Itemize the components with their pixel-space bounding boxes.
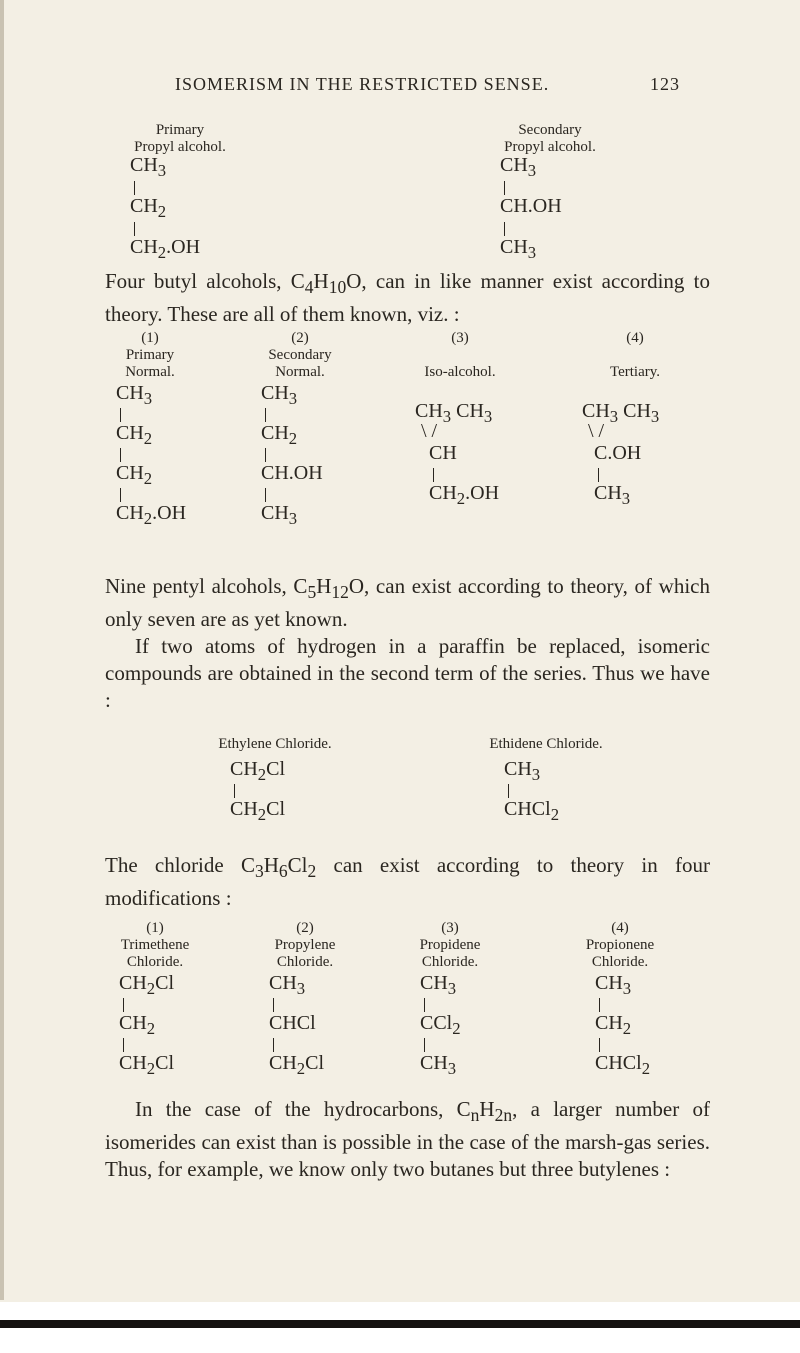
formula-chcl2: CHCl$_2$ [595,1052,651,1078]
propidene-chloride [400,920,540,1078]
propylene-chloride [255,920,395,1078]
caption-normal: Normal. [275,364,325,380]
formula-ch3: $CH_3$ [269,972,306,998]
bond-line [504,222,505,236]
formula-ch2: $CH_2$ [595,1012,632,1038]
formula-ch3: $CH_3$ [420,972,457,998]
number-label: (4) [626,330,644,346]
bond-line [265,448,266,462]
caption-chloride: Chloride. [591,954,649,970]
bond-line [599,998,600,1012]
caption-primary: Primary [155,122,205,138]
formula-ch2cl: $CH_2Cl$ [230,758,286,784]
bond-line [123,1038,124,1052]
formula-ch3: $CH_3$ [261,502,298,528]
bond-line [599,1038,600,1052]
bond-line [433,468,434,482]
formula-ch2oh: $CH_2.OH$ [116,502,187,528]
page-bottom-rule [0,1320,800,1328]
formula-ccl2: CCl$_2$ [420,1012,461,1038]
bond-line [123,998,124,1012]
caption-primary: Primary [125,347,175,363]
butyl-alcohol-3 [405,330,545,508]
formula-ch3: $CH_3$ [504,758,541,784]
paragraph-butyl: Four butyl alcohols, $C_4H_{10}O$, can in like manner exist according to theory. These are all of them known, viz. : [105,269,710,327]
formula-ch2: $CH_2$ [116,422,153,448]
number-label: (3) [451,330,469,346]
caption-trimethene: Trimethene [120,937,190,953]
caption-iso-alcohol: Iso-alcohol. [424,364,496,380]
bond-line [273,1038,274,1052]
caption-propidene: Propidene [419,937,481,953]
page-edge-shadow [0,0,4,1300]
formula-choh: CH.OH [500,195,562,217]
formula-ch2cl: $CH_2Cl$ [269,1052,325,1078]
number-label: (3) [441,920,459,936]
caption-secondary: Secondary [518,122,582,138]
formula-ch3: $CH_3$ [500,236,537,262]
trimethene-chloride [105,920,245,1078]
caption-propionene: Propionene [585,937,655,953]
formula-ch3: $CH_3$ [500,154,537,180]
caption-chloride: Chloride. [421,954,479,970]
formula-ch3: $CH_3$ [261,382,298,408]
branch-bonds: \ / [421,420,438,442]
number-label: (1) [146,920,164,936]
bond-line [120,408,121,422]
bond-line [134,181,135,195]
ethylene-chloride [200,736,380,824]
formula-ch3: $CH_3$ [595,972,632,998]
caption-normal: Normal. [125,364,175,380]
formula-chcl: CHCl [269,1012,316,1034]
primary-propyl-alcohol [130,122,270,262]
formula-ch2: $CH_2$ [116,462,153,488]
formula-ch3-ch3: $CH_3$ $CH_3$ [582,400,660,426]
formula-chcl2: CHCl$_2$ [504,798,560,824]
formula-ch3: $CH_3$ [420,1052,457,1078]
butyl-alcohol-4 [580,330,720,508]
formula-ch2oh: $CH_2.OH$ [429,482,500,508]
formula-ch2: $CH_2$ [261,422,298,448]
butyl-alcohol-2 [255,330,395,528]
formula-ch2cl: $CH_2Cl$ [119,1052,175,1078]
bond-line [134,222,135,236]
running-head-title: ISOMERISM IN THE RESTRICTED SENSE. [175,74,550,94]
bond-line [120,448,121,462]
bond-line [120,488,121,502]
formula-coh: C.OH [594,442,642,464]
formula-choh: CH.OH [261,462,323,484]
formula-ch2oh: $CH_2.OH$ [130,236,201,262]
caption-chloride: Chloride. [276,954,334,970]
number-label: (2) [291,330,309,346]
bond-line [234,784,235,798]
paragraph-pentyl-and-paraffin: Nine pentyl alcohols, $C_5H_{12}O$, can exist according to theory, of which only seven are as yet known. If two atoms of hydrogen in a paraffin be replaced, isomeric compounds are obtained in the second term of the series. Thus we have : [105,574,710,713]
caption-propyl-alcohol: Propyl alcohol. [134,139,226,155]
formula-ch: CH [429,442,457,464]
formula-ch3-ch3: $CH_3$ $CH_3$ [415,400,493,426]
bond-line [504,181,505,195]
formula-ch2: $CH_2$ [130,195,167,221]
formula-ch2cl: $CH_2Cl$ [230,798,286,824]
scan-bottom-edge [0,1302,800,1353]
bond-line [265,408,266,422]
bond-line [424,998,425,1012]
formula-ch2: $CH_2$ [119,1012,156,1038]
caption-ethidene-chloride: Ethidene Chloride. [489,736,603,752]
bond-line [273,998,274,1012]
caption-chloride: Chloride. [126,954,184,970]
caption-tertiary: Tertiary. [609,364,661,380]
caption-ethylene-chloride: Ethylene Chloride. [218,736,332,752]
paragraph-c3h6cl2: The chloride $C_3H_6Cl_2$ can exist according to theory in four modifications : [105,853,710,911]
bond-line [598,468,599,482]
formula-ch3: $CH_3$ [130,154,167,180]
bond-line [265,488,266,502]
formula-ch2cl: $CH_2Cl$ [119,972,175,998]
formula-ch3: $CH_3$ [116,382,153,408]
page-number: 123 [650,74,680,94]
paragraph-hydrocarbons: In the case of the hydrocarbons, $C_nH_{2n}$, a larger number of isomerides can exist than is possible in the case of the marsh-gas series. Thus, for example, we know only two butanes but three butylenes : [105,1097,711,1182]
caption-propyl-alcohol: Propyl alcohol. [504,139,596,155]
caption-secondary: Secondary [268,347,332,363]
formula-ch3: $CH_3$ [594,482,631,508]
propionene-chloride [565,920,705,1078]
number-label: (2) [296,920,314,936]
ethidene-chloride [466,736,646,824]
bond-line [508,784,509,798]
caption-propylene: Propylene [274,937,336,953]
branch-bonds: \ / [588,420,605,442]
number-label: (4) [611,920,629,936]
number-label: (1) [141,330,159,346]
secondary-propyl-alcohol [480,122,630,262]
bond-line [424,1038,425,1052]
butyl-alcohol-1 [110,330,250,528]
